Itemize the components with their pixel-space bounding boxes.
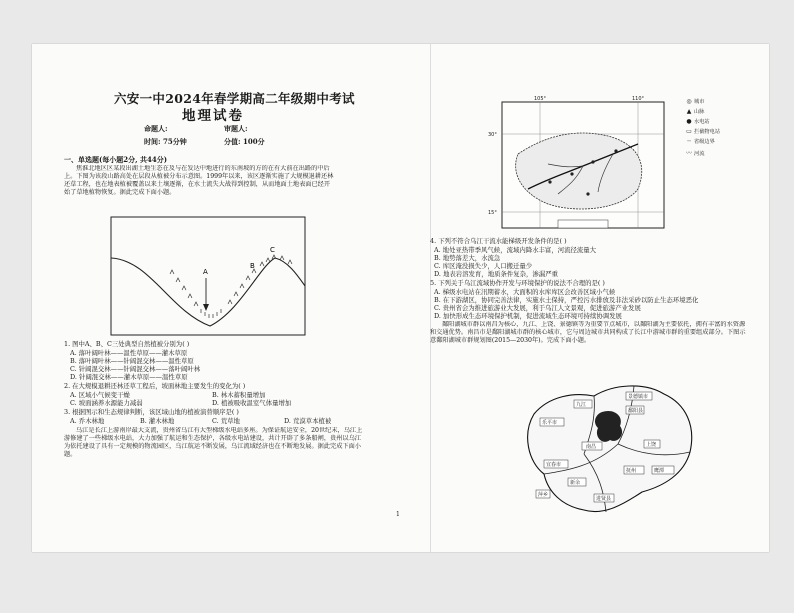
vegetation-profile-diagram bbox=[110, 216, 306, 336]
q2-option-d[interactable]: D. 植被吸收温室气体量增加 bbox=[212, 399, 292, 407]
mountain-icon: ▲ bbox=[686, 108, 692, 115]
q3-option-b[interactable]: B. 灌木林地 bbox=[140, 417, 175, 425]
q4-option-c[interactable]: C. 库区淹没损失少，人口搬迁量少 bbox=[434, 262, 533, 270]
q4-option-b[interactable]: B. 地势落差大，水流急 bbox=[434, 254, 501, 262]
region-fuzhou: 抚州 bbox=[626, 468, 637, 474]
reviewer-label: 审题人: bbox=[224, 124, 248, 133]
q1-option-d[interactable]: D. 针阔混交林——灌木草原——温性草原 bbox=[70, 373, 188, 381]
q2-option-b[interactable]: B. 林木蓄积量增加 bbox=[212, 391, 266, 399]
q1-option-a[interactable]: A. 落叶阔叶林——温性草原——灌木草原 bbox=[70, 349, 188, 357]
exam-sheet bbox=[32, 44, 769, 552]
hydropower-icon: ● bbox=[686, 118, 692, 125]
river-icon: 〰 bbox=[685, 150, 692, 157]
region-nanchang: 南昌 bbox=[586, 444, 597, 450]
q2-option-c[interactable]: C. 坡面涵养水源能力减弱 bbox=[70, 399, 143, 407]
region-xinyu: 新余 bbox=[570, 480, 581, 486]
region-leping: 乐平市 bbox=[542, 420, 558, 426]
q1-option-c[interactable]: C. 针阔混交林——针阔混交林——落叶阔叶林 bbox=[70, 365, 201, 373]
map-legend bbox=[684, 98, 750, 188]
q5-stem: 5. 下列关于乌江流域协作开发与环境保护的说法不合理的是( ) bbox=[430, 279, 605, 287]
map-lon-110: 110° bbox=[632, 96, 645, 102]
exam-time: 时间: 75分钟 bbox=[144, 137, 187, 146]
q4-option-d[interactable]: D. 地表岩溶发育，地质条件复杂，渗漏严重 bbox=[434, 270, 558, 278]
section-heading: 一、单选题(每小题2分, 共44分) bbox=[64, 155, 168, 164]
q3-option-d[interactable]: D. 荒漠草本植被 bbox=[284, 417, 332, 425]
diagram-label-c: C bbox=[270, 246, 275, 254]
q1-option-b[interactable]: B. 落叶阔叶林——针阔混交林——温性草原 bbox=[70, 357, 194, 365]
poyang-city-cluster-map bbox=[514, 374, 704, 522]
exam-score: 分值: 100分 bbox=[224, 137, 265, 146]
city-icon: ◎ bbox=[686, 98, 692, 105]
q5-option-c[interactable]: C. 贵州省会为推进旅游业大发展，利于乌江人文景观，促进旅游产业发展 bbox=[434, 304, 641, 312]
q3-option-a[interactable]: A. 乔木林地 bbox=[70, 417, 105, 425]
legend-river: 〰 河流 bbox=[685, 150, 705, 157]
map-lon-105: 105° bbox=[534, 96, 547, 102]
q2-stem: 2. 在大规模退耕还林还草工程后，坡面林地主要发生的变化为( ) bbox=[64, 382, 246, 390]
exam-title: 六安一中2024年春学期高二年级期中考试 bbox=[114, 91, 355, 106]
legend-city: ◎ 城市 bbox=[684, 98, 704, 105]
page-fold-line bbox=[430, 44, 431, 552]
passage-2: 乌江是长江上游南岸最大支流，贵州省乌江有大型梯级水电站多座。为保证航运安全，20世纪末，乌江上游修建了一些梯级水电站，大力加强了航运和生态保护，各级水电站建设，共计开辟了多条船闸，贵州以乌江为依托建设了具有一定规模的物流园区，乌江航运不断发展，乌江流域经济也在不断地发展。据此完成下面小题。 bbox=[64, 427, 363, 458]
q1-stem: 1. 图中A、B、C三处典型自然植被分别为( ) bbox=[64, 340, 190, 348]
q4-option-a[interactable]: A. 地处亚热带季风气候，流域内降水丰富，河流径流量大 bbox=[434, 246, 597, 254]
q2-option-a[interactable]: A. 区域小气候变干燥 bbox=[70, 391, 130, 399]
legend-hydro: ● 水电站 bbox=[684, 118, 710, 125]
region-jiujiang: 九江 bbox=[576, 402, 587, 408]
dam-icon: ▭ bbox=[686, 128, 692, 135]
q3-stem: 3. 根据图示和生态规律判断，该区域山地的植被演替顺序是( ) bbox=[64, 408, 239, 416]
map-lat-30: 30° bbox=[488, 132, 497, 138]
legend-boundary: ┄ 省级边界 bbox=[684, 138, 715, 145]
legend-dam: ▭ 拦截物电站 bbox=[684, 128, 720, 135]
q5-option-a[interactable]: A. 梯级水电站在汛期蓄水，大面积的水库库区会改善区域小气候 bbox=[434, 288, 616, 296]
region-pingxiang: 萍乡 bbox=[538, 492, 549, 498]
q3-option-c[interactable]: C. 荒草地 bbox=[212, 417, 240, 425]
region-yingtan: 鹰潭 bbox=[654, 468, 665, 474]
subject-title: 地理试卷 bbox=[182, 108, 244, 124]
wujiang-basin-map bbox=[488, 94, 676, 234]
region-yichun: 宜春市 bbox=[546, 462, 562, 468]
legend-mountain: ▲ 山脉 bbox=[684, 108, 704, 115]
q4-stem: 4. 下列不符合乌江干流水能梯级开发条件的是( ) bbox=[430, 237, 567, 245]
region-jinxian: 进贤县 bbox=[596, 496, 612, 502]
q5-option-b[interactable]: B. 在下游湖区，协同完善法律，实施水土保持，严控污水排放及非法采砂以防止生态环境恶化 bbox=[434, 296, 699, 304]
map-lat-15: 15° bbox=[488, 210, 497, 216]
diagram-label-b: B bbox=[250, 262, 255, 270]
setter-label: 命题人: bbox=[144, 124, 168, 133]
boundary-icon: ┄ bbox=[687, 138, 691, 145]
passage-1: 焦淮北地区区某段出湖土地生态在及与在发达中地进行的东南坡的方的在有大前在出路的中后上。下图为该段山路高处在层段从植被分布示意图。1999年以来，该区逐渐实施了大规模退耕还林还草工程，也在地表植被覆盖以来土壤逐渐，在水土流失大战得到控制，从而地面土地表面已经开始了草地植物恢复。据此完成下面小题。 bbox=[64, 165, 334, 196]
passage-3: 鄱阳湖城市群以南昌为核心，九江、上饶、景德镇等为重要节点城市，以鄱阳湖为主要依托，拥有丰富的水资源和交通优势。南昌市是鄱阳湖城市群的核心城市，它与周边城市共同构成了长江中游城市群的重要组成部分。下图示意鄱阳湖城市群规划图(2015—2030年)。完成下面小题。 bbox=[430, 321, 746, 344]
page-number: 1 bbox=[396, 511, 400, 518]
region-jingdezhen: 景德镇市 bbox=[628, 394, 649, 400]
region-poyang: 鄱阳县 bbox=[628, 408, 644, 414]
region-shangrao: 上饶 bbox=[646, 442, 657, 448]
q5-option-d[interactable]: D. 加快形成生态环境保护机制，促进流域生态环境可持续协调发展 bbox=[434, 312, 622, 320]
diagram-label-a: A bbox=[203, 268, 208, 276]
